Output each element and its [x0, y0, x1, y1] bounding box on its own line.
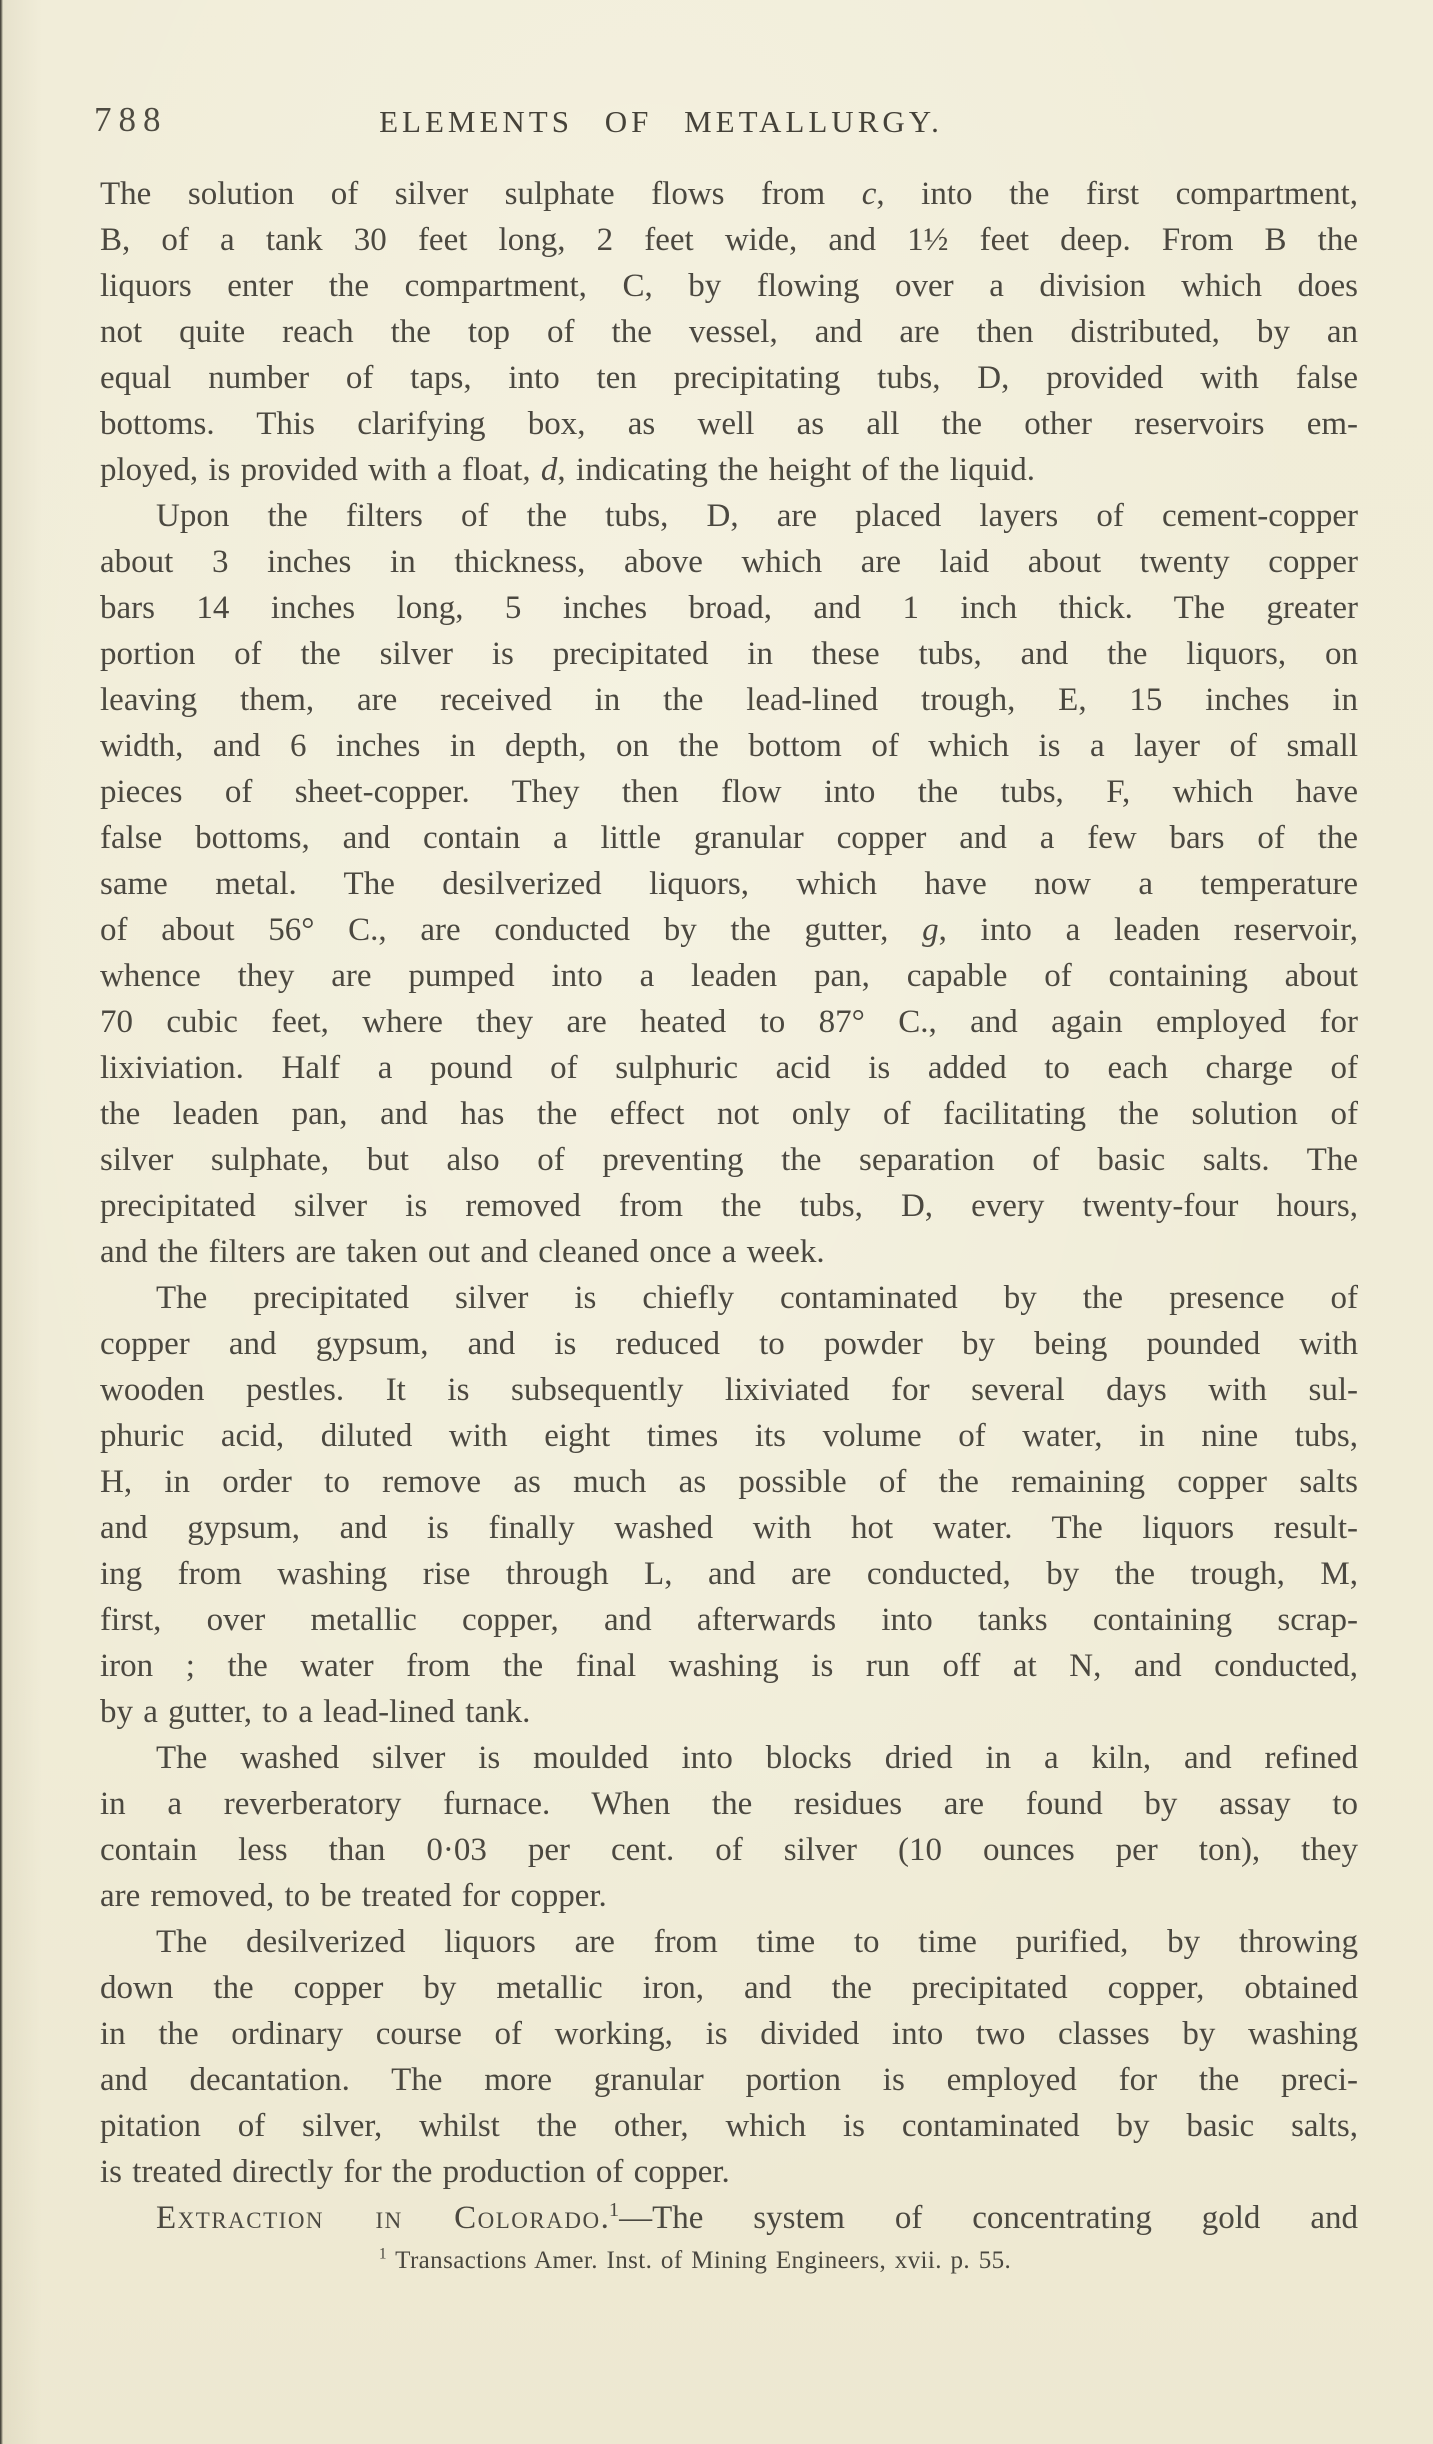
text-line: false bottoms, and contain a little granular copper and a few bars of the: [100, 820, 1358, 856]
text-line: ing from washing rise through L, and are conducted, by the trough, M,: [100, 1556, 1358, 1592]
paragraph: [100, 1735, 1358, 1919]
text-line: not quite reach the top of the vessel, and are then distributed, by an: [100, 314, 1358, 350]
paragraph: [100, 493, 1358, 1275]
text-line: pitation of silver, whilst the other, which is contaminated by basic salts,: [100, 2108, 1358, 2144]
text-line: phuric acid, diluted with eight times its volume of water, in nine tubs,: [100, 1418, 1358, 1454]
text-line: contain less than 0·03 per cent. of silver (10 ounces per ton), they: [100, 1832, 1358, 1868]
text-line: The solution of silver sulphate flows from c, into the first compartment,: [100, 176, 1358, 212]
text-line: and gypsum, and is finally washed with hot water. The liquors result-: [100, 1510, 1358, 1546]
text-line: is treated directly for the production of copper.: [100, 2154, 730, 2190]
text-line: The washed silver is moulded into blocks dried in a kiln, and refined: [156, 1740, 1358, 1776]
text-line: in a reverberatory furnace. When the residues are found by assay to: [100, 1786, 1358, 1822]
text-line: by a gutter, to a lead-lined tank.: [100, 1694, 531, 1730]
text-line: The precipitated silver is chiefly contaminated by the presence of: [156, 1280, 1358, 1316]
text-line: leaving them, are received in the lead-lined trough, E, 15 inches in: [100, 682, 1358, 718]
paragraph: [100, 2195, 1358, 2241]
text-line: and the filters are taken out and cleaned once a week.: [100, 1234, 825, 1270]
text-line: down the copper by metallic iron, and the precipitated copper, obtained: [100, 1970, 1358, 2006]
text-line: pieces of sheet-copper. They then flow into the tubs, F, which have: [100, 774, 1358, 810]
paragraph: [100, 1275, 1358, 1735]
text-line: wooden pestles. It is subsequently lixiviated for several days with sul-: [100, 1372, 1358, 1408]
footnote: $^1$ Transactions Amer. Inst. of Mining Engineers, xvii. p. 55.: [378, 2245, 1012, 2274]
text-line: B, of a tank 30 feet long, 2 feet wide, and 1½ feet deep. From B the: [100, 222, 1358, 258]
paragraph: [100, 1919, 1358, 2195]
text-line: precipitated silver is removed from the tubs, D, every twenty-four hours,: [100, 1188, 1358, 1224]
text-line: are removed, to be treated for copper.: [100, 1878, 607, 1914]
scan-edge-shadow: [0, 0, 3, 2444]
text-line: 70 cubic feet, where they are heated to 87° C., and again employed for: [100, 1004, 1358, 1040]
text-line: of about 56° C., are conducted by the gutter, g, into a leaden reservoir,: [100, 912, 1359, 948]
text-line: ployed, is provided with a float, d, indicating the height of the liquid.: [100, 452, 1035, 488]
text-line: Extraction in Colorado.$^1$—The system of concentrating gold and: [156, 2199, 1358, 2236]
text-line: portion of the silver is precipitated in these tubs, and the liquors, on: [100, 636, 1358, 672]
text-line: the leaden pan, and has the effect not only of facilitating the solution of: [100, 1096, 1358, 1132]
text-line: iron ; the water from the final washing is run off at N, and conducted,: [100, 1648, 1358, 1684]
text-line: about 3 inches in thickness, above which are laid about twenty copper: [100, 544, 1358, 580]
text-line: Upon the filters of the tubs, D, are placed layers of cement-copper: [156, 498, 1358, 534]
running-head: ELEMENTS OF METALLURGY.: [379, 104, 943, 139]
page-number: 788: [94, 100, 168, 139]
text-line: width, and 6 inches in depth, on the bottom of which is a layer of small: [100, 728, 1358, 764]
text-line: liquors enter the compartment, C, by flowing over a division which does: [100, 268, 1358, 304]
text-line: bars 14 inches long, 5 inches broad, and 1 inch thick. The greater: [100, 590, 1358, 626]
body-text: [100, 171, 1358, 2241]
text-line: equal number of taps, into ten precipitating tubs, D, provided with false: [100, 360, 1358, 396]
text-line: bottoms. This clarifying box, as well as all the other reservoirs em-: [100, 406, 1358, 442]
text-line: in the ordinary course of working, is divided into two classes by washing: [100, 2016, 1358, 2052]
text-line: and decantation. The more granular portion is employed for the preci-: [100, 2062, 1358, 2098]
text-line: H, in order to remove as much as possible of the remaining copper salts: [100, 1464, 1358, 1500]
text-line: The desilverized liquors are from time to time purified, by throwing: [156, 1924, 1358, 1960]
text-line: first, over metallic copper, and afterwards into tanks containing scrap-: [100, 1602, 1358, 1638]
text-line: copper and gypsum, and is reduced to powder by being pounded with: [100, 1326, 1358, 1362]
text-line: whence they are pumped into a leaden pan, capable of containing about: [100, 958, 1358, 994]
paragraph: [100, 171, 1358, 493]
text-line: lixiviation. Half a pound of sulphuric acid is added to each charge of: [100, 1050, 1358, 1086]
text-line: silver sulphate, but also of preventing the separation of basic salts. The: [100, 1142, 1358, 1178]
text-line: same metal. The desilverized liquors, which have now a temperature: [100, 866, 1358, 902]
